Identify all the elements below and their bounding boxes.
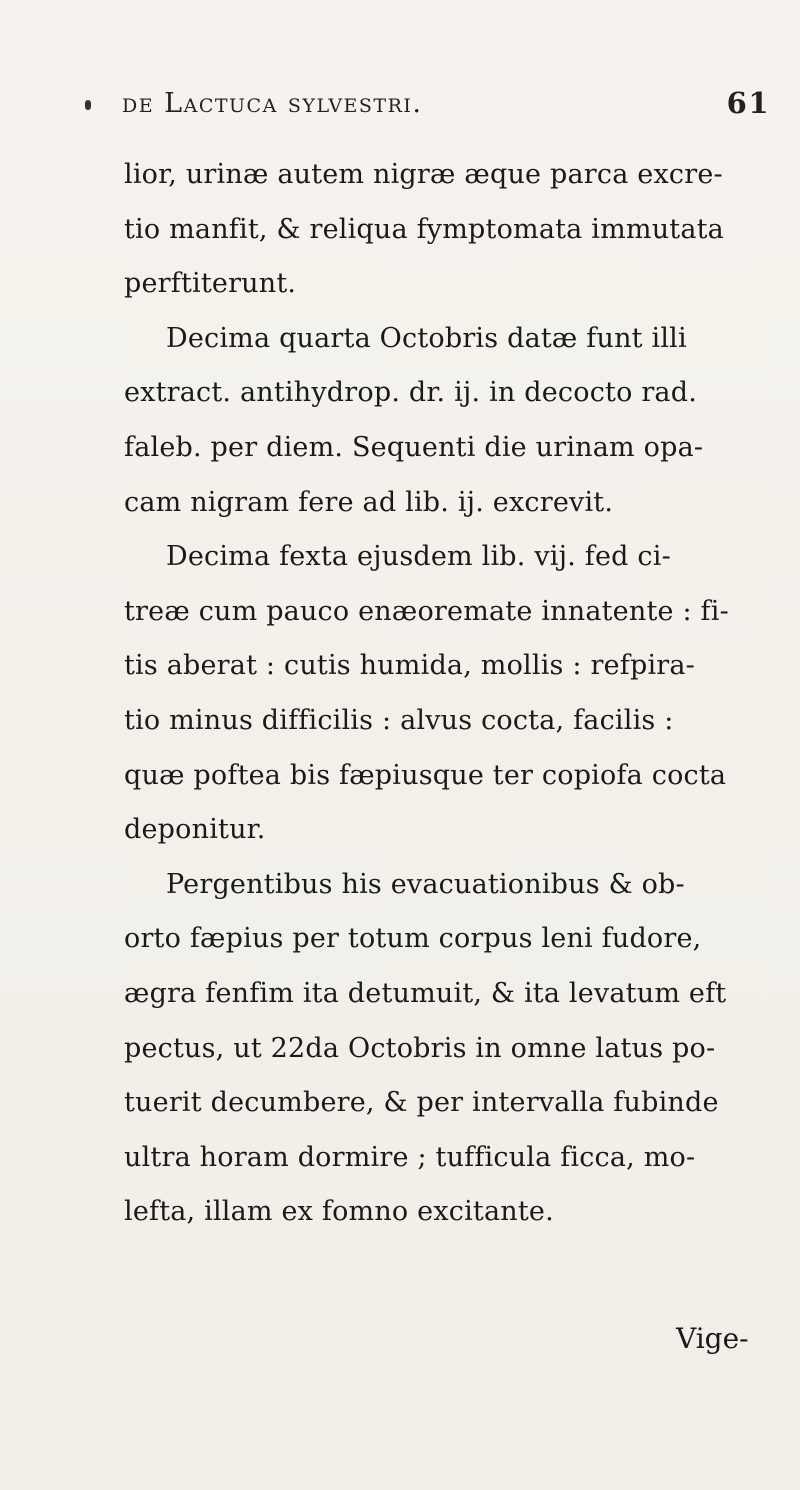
text-line: orto fæpius per totum corpus leni fudore, bbox=[124, 923, 702, 955]
text-line: deponitur. bbox=[124, 814, 266, 846]
paragraph-start-line: Decima quarta Octobris datæ funt illi bbox=[166, 322, 687, 354]
body-text bbox=[124, 148, 780, 1240]
paragraph-start-line: Decima fexta ejusdem lib. vij. fed ci- bbox=[166, 541, 671, 573]
text-line: quæ poftea bis fæpiusque ter copiofa cocta bbox=[124, 759, 727, 791]
text-line: tio minus difficilis : alvus cocta, facilis : bbox=[124, 704, 674, 736]
running-head-title: de Lactuca sylvestri. bbox=[122, 88, 423, 119]
bullet-mark bbox=[85, 100, 91, 110]
text-line: ultra horam dormire ; tufficula ficca, mo- bbox=[124, 1141, 696, 1173]
text-line: faleb. per diem. Sequenti die urinam opa- bbox=[124, 431, 704, 463]
text-line: lior, urinæ autem nigræ æque parca excre- bbox=[124, 159, 723, 190]
text-line: tuerit decumbere, & per intervalla fubinde bbox=[124, 1087, 719, 1119]
paragraph-start-line: Pergentibus his evacuationibus & ob- bbox=[166, 868, 685, 900]
text-line: perftiterunt. bbox=[124, 268, 297, 300]
catchword: Vige- bbox=[676, 1322, 749, 1355]
text-line: tio manfit, & reliqua fymptomata immutata bbox=[124, 213, 724, 245]
text-line: extract. antihydrop. dr. ij. in decocto rad. bbox=[124, 377, 697, 409]
text-line: tis aberat : cutis humida, mollis : refpira- bbox=[124, 650, 696, 682]
running-head bbox=[110, 88, 770, 128]
text-line: pectus, ut 22da Octobris in omne latus po- bbox=[124, 1032, 716, 1064]
text-line: ægra fenfim ita detumuit, & ita levatum eft bbox=[124, 977, 727, 1009]
text-line: cam nigram fere ad lib. ij. excrevit. bbox=[124, 486, 614, 518]
text-line: treæ cum pauco enæoremate innatente : fi- bbox=[124, 595, 729, 627]
page-number: 61 bbox=[726, 86, 770, 120]
text-line: lefta, illam ex fomno excitante. bbox=[124, 1196, 554, 1228]
